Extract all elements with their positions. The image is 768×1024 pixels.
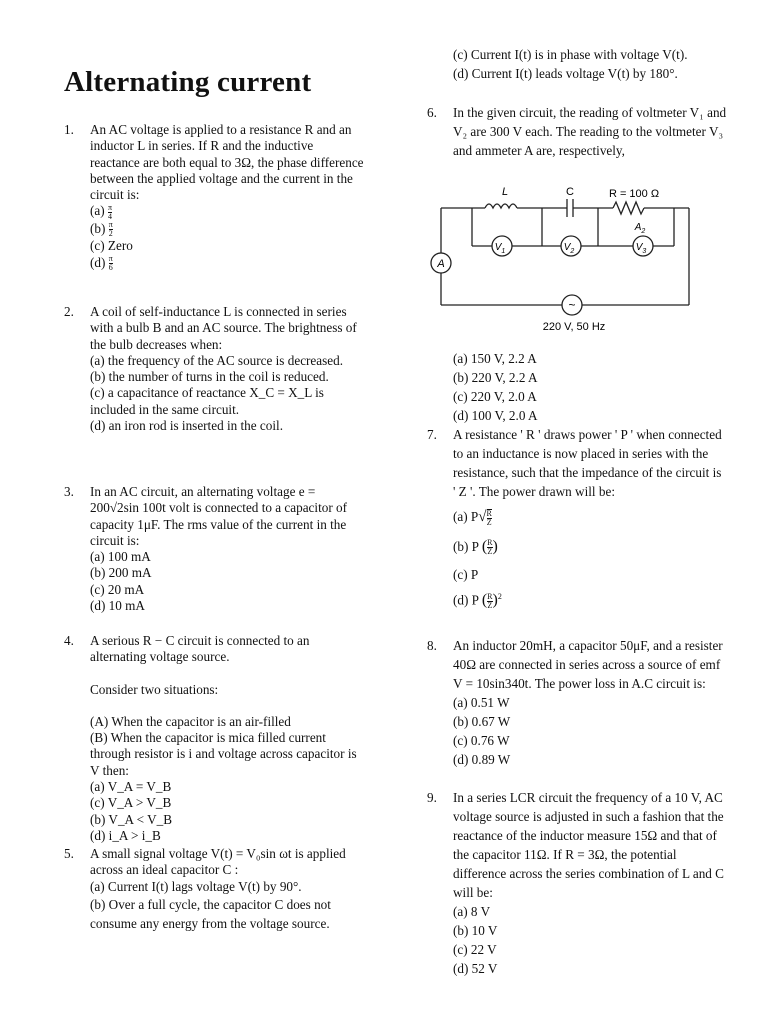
option-a: (a) 150 V, 2.2 A [453, 351, 537, 366]
question-number: 8. [427, 638, 437, 653]
question-text: An inductor 20mH, a capacitor 50μF, and a resister 40Ω are connected in series across a source of emf V = 10sin340t. The power loss in A.C circuit is: [453, 638, 723, 691]
situation-a: (A) When the capacitor is an air-filled [90, 713, 291, 729]
question-number: 3. [64, 484, 74, 499]
option-b: (b) 0.67 W [453, 714, 511, 729]
option-b: (b) V_A < V_B [90, 811, 173, 827]
question-number: 9. [427, 790, 437, 805]
option-d: (d) $\frac{\pi}{6}$ [90, 254, 113, 273]
option-d: (d) 10 mA [90, 598, 145, 614]
question-text: A small signal voltage V(t) = V₀sin ωt is applied across an ideal capacitor C : [90, 846, 346, 878]
question-1 [64, 122, 364, 272]
option-c: (c) 0.76 W [453, 733, 510, 748]
consider-text: Consider two situations: [90, 681, 219, 697]
question-text: A serious R − C circuit is connected to an alternating voltage source. [90, 633, 310, 665]
inductor-label: L [501, 186, 509, 198]
option-d: (d) i_A > i_B [90, 827, 161, 843]
source-label: 220 V, 50 Hz [542, 321, 606, 333]
option-c: (c) P [453, 567, 479, 582]
option-c: (c) 20 mA [90, 581, 145, 597]
question-5 [64, 846, 364, 933]
question-text: In an AC circuit, an alternating voltage e = 200√2sin 100t volt is connected to a capacitor of capacity 1μF. The rms value of the current in the circuit is: [90, 484, 348, 548]
option-d: (d) an iron rod is inserted in the coil. [90, 418, 284, 434]
option-b: (b) Over a full cycle, the capacitor C does not consume any energy from the voltage source. [90, 896, 331, 931]
option-d: (d) 52 V [453, 961, 498, 976]
question-3 [64, 484, 364, 614]
option-c: (c) Zero [90, 238, 133, 254]
voltmeter-v3-label: $V_3$ [635, 242, 647, 255]
option-a: (a) V_A = V_B [90, 779, 172, 795]
question-9 [427, 788, 727, 978]
question-4 [64, 633, 364, 844]
question-number: 1. [64, 122, 74, 137]
option-c: (c) 220 V, 2.0 A [453, 389, 537, 404]
question-text: In the given circuit, the reading of voltmeter V₁ and V₂ are 300 V each. The reading to the voltmeter V₃ and ammeter A are, respectively, [453, 105, 727, 158]
page-title: Alternating current [64, 66, 312, 98]
question-number: 4. [64, 633, 74, 648]
option-d: (d) 100 V, 2.0 A [453, 408, 538, 423]
resistor-label: R = 100 Ω [608, 188, 660, 200]
question-2 [64, 304, 364, 434]
option-a: (a) Current I(t) lags voltage V(t) by 90°. [90, 878, 302, 894]
question-6-options [427, 349, 727, 425]
question-number: 6. [427, 105, 437, 120]
option-c: (c) 22 V [453, 942, 497, 957]
option-b: (b) 200 mA [90, 565, 152, 581]
capacitor-label: C [566, 186, 574, 198]
question-5-continued [427, 45, 727, 83]
option-c: (c) a capacitance of reactance X_C = X_L is included in the same circuit. [90, 385, 324, 417]
question-7 [427, 425, 727, 615]
option-b: (b) 10 V [453, 923, 498, 938]
voltmeter-v1-label: $V_1$ [494, 242, 506, 255]
circuit-diagram [427, 183, 697, 333]
question-number: 2. [64, 304, 74, 319]
option-a: (a) 8 V [453, 904, 491, 919]
option-d: (d) Current I(t) leads voltage V(t) by 180°. [453, 66, 678, 81]
ammeter-a2-label: $A_2$ [634, 222, 646, 235]
option-a: (a) 100 mA [90, 549, 151, 565]
option-d: (d) P ( $\frac{R}{Z}$ )$^2$ [453, 591, 502, 610]
question-text: An AC voltage is applied to a resistance R and an inductor L in series. If R and the inductive reactance are both equal to 3Ω, the phase difference between the applied voltage and the current in the circuit is: [90, 122, 364, 203]
option-a: (a) 0.51 W [453, 695, 510, 710]
question-text: A resistance ' R ' draws power ' P ' when connected to an inductance is now placed in series with the resistance, such that the impedance of the circuit is ' Z '. The power drawn will be: [453, 427, 722, 499]
ac-source-icon: ~ [568, 298, 576, 312]
option-a: (a) P√ $\frac{R}{Z}$ [453, 508, 492, 527]
option-a: (a) the frequency of the AC source is decreased. [90, 352, 344, 368]
question-number: 7. [427, 427, 437, 442]
ammeter-label: A [437, 258, 445, 270]
option-c: (c) Current I(t) is in phase with voltage V(t). [453, 47, 688, 62]
question-8 [427, 636, 727, 769]
option-b: (b) $\frac{\pi}{2}$ [90, 220, 113, 239]
situation-b: (B) When the capacitor is mica filled current through resistor is i and voltage across capacitor is V then: [90, 730, 357, 778]
option-b: (b) the number of turns in the coil is reduced. [90, 369, 329, 385]
voltmeter-v2-label: $V_2$ [563, 242, 575, 255]
option-a: (a) $\frac{\pi}{4}$ [90, 202, 112, 221]
option-c: (c) V_A > V_B [90, 795, 172, 811]
question-text: A coil of self-inductance L is connected in series with a bulb B and an AC source. The brightness of the bulb decreases when: [90, 304, 357, 352]
option-d: (d) 0.89 W [453, 752, 511, 767]
question-number: 5. [64, 846, 74, 861]
question-text: In a series LCR circuit the frequency of a 10 V, AC voltage source is adjusted in such a fashion that the reactance of the inductor measure 15Ω and that of the capacitor 11Ω. If R = 3Ω, the potential difference across the series combination of L and C will be: [453, 790, 724, 900]
option-b: (b) P ( $\frac{R}{Z}$ ) [453, 538, 498, 557]
option-b: (b) 220 V, 2.2 A [453, 370, 538, 385]
question-6 [427, 103, 727, 160]
